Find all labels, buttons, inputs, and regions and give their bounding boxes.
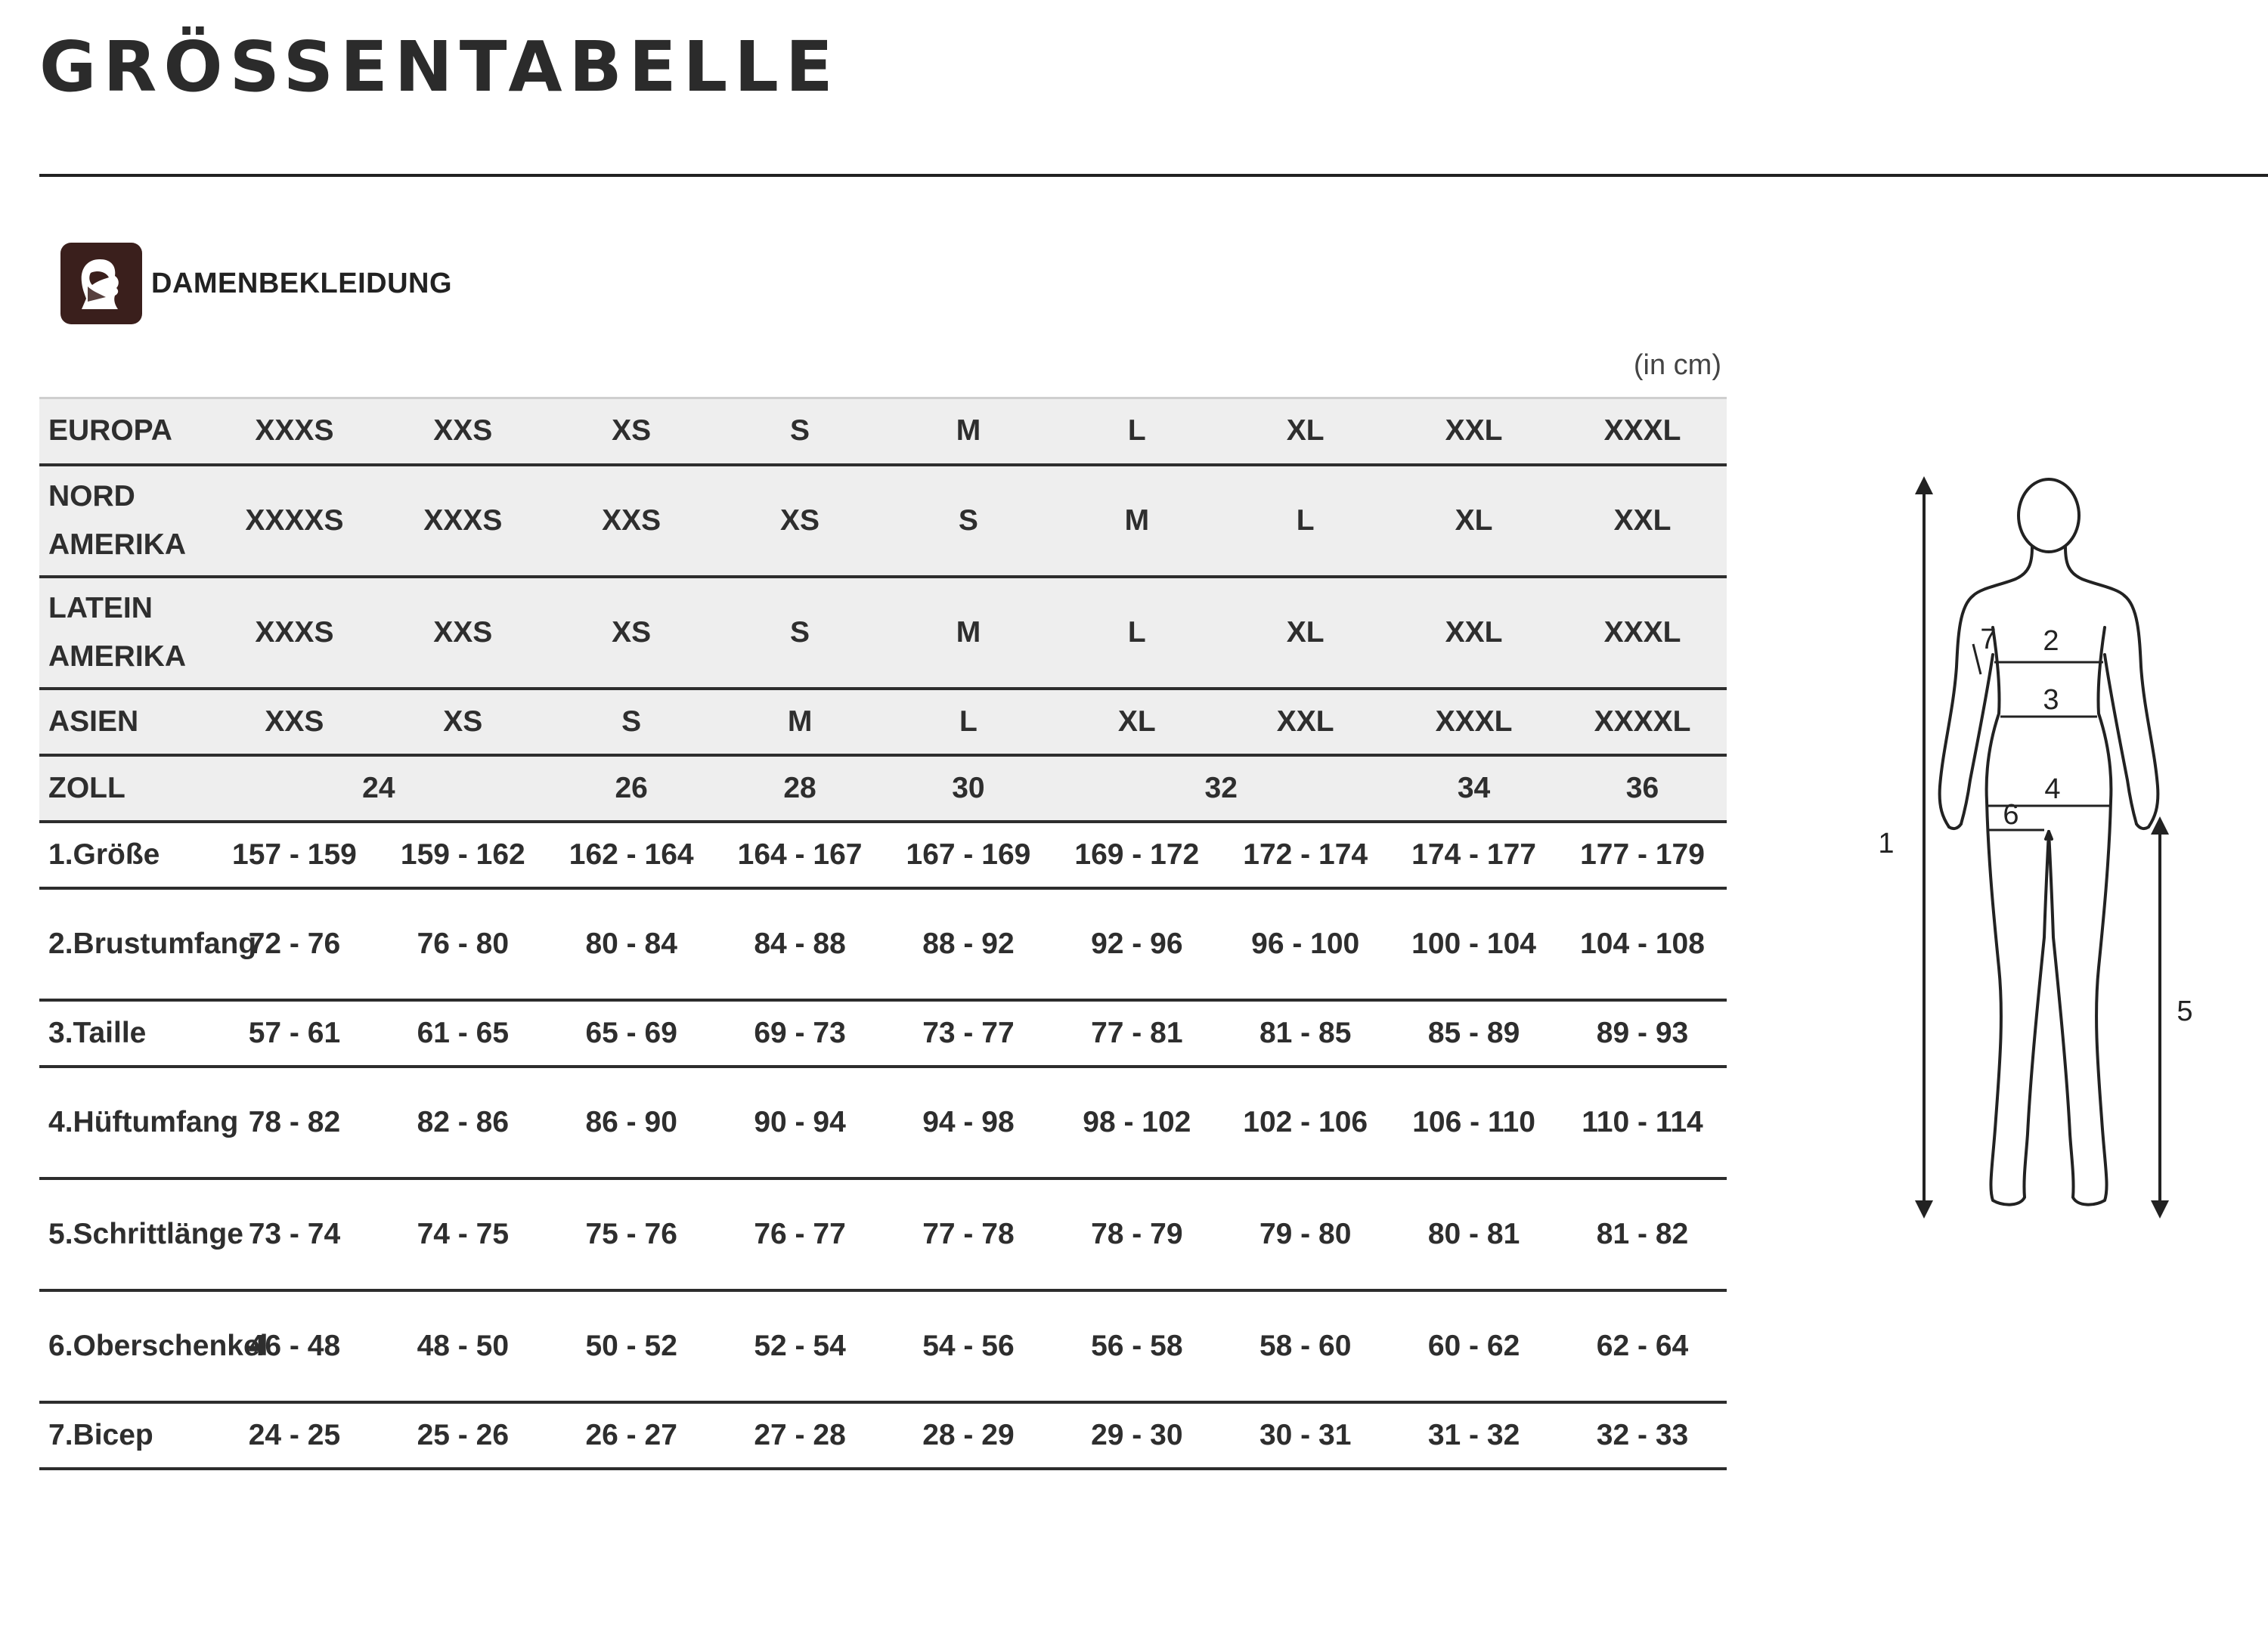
row-label: EUROPA	[39, 398, 210, 465]
table-cell: XXL	[1390, 577, 1558, 689]
table-cell: M	[716, 689, 885, 755]
table-cell: L	[1052, 398, 1221, 465]
table-cell: 162 - 164	[547, 822, 716, 888]
table-cell: XXXS	[210, 398, 379, 465]
table-cell: 81 - 82	[1558, 1178, 1727, 1290]
table-cell: 46 - 48	[210, 1290, 379, 1402]
table-cell: XL	[1221, 398, 1390, 465]
table-cell: S	[716, 398, 885, 465]
table-cell: XXXXL	[1558, 689, 1727, 755]
table-cell: 50 - 52	[547, 1290, 716, 1402]
table-cell: 80 - 81	[1390, 1178, 1558, 1290]
table-cell: 24	[210, 755, 547, 822]
row-label: 1.Größe	[39, 822, 210, 888]
table-cell: XXXL	[1558, 577, 1727, 689]
row-label: NORD AMERIKA	[39, 465, 210, 577]
table-cell: XL	[1390, 465, 1558, 577]
row-label: 3.Taille	[39, 1000, 210, 1067]
table-cell: 90 - 94	[716, 1067, 885, 1178]
table-cell: 77 - 78	[885, 1178, 1053, 1290]
table-cell: 169 - 172	[1052, 822, 1221, 888]
table-cell: 174 - 177	[1390, 822, 1558, 888]
table-cell: 74 - 75	[379, 1178, 547, 1290]
table-cell: 26 - 27	[547, 1402, 716, 1469]
table-cell: 65 - 69	[547, 1000, 716, 1067]
table-cell: 61 - 65	[379, 1000, 547, 1067]
table-cell: XXL	[1558, 465, 1727, 577]
table-cell: 30 - 31	[1221, 1402, 1390, 1469]
table-cell: 27 - 28	[716, 1402, 885, 1469]
table-cell: XXS	[379, 577, 547, 689]
table-row	[39, 1290, 1727, 1402]
table-cell: XXS	[210, 689, 379, 755]
label-hip: 4	[2044, 773, 2061, 805]
row-label: 7.Bicep	[39, 1402, 210, 1469]
table-cell: 96 - 100	[1221, 888, 1390, 1000]
table-cell: XXXL	[1558, 398, 1727, 465]
table-cell: M	[885, 577, 1053, 689]
table-cell: 48 - 50	[379, 1290, 547, 1402]
table-cell: 100 - 104	[1390, 888, 1558, 1000]
body-outline	[1940, 479, 2158, 1205]
title-divider	[39, 174, 2268, 177]
table-row	[39, 755, 1727, 822]
table-cell: L	[1052, 577, 1221, 689]
table-cell: M	[885, 398, 1053, 465]
table-cell: 26	[547, 755, 716, 822]
table-cell: 177 - 179	[1558, 822, 1727, 888]
table-row	[39, 689, 1727, 755]
table-row	[39, 1000, 1727, 1067]
table-cell: XL	[1052, 689, 1221, 755]
section-header	[60, 242, 452, 325]
table-row	[39, 888, 1727, 1000]
row-label: 6.Oberschenkel	[39, 1290, 210, 1402]
table-row	[39, 398, 1727, 465]
table-cell: 76 - 80	[379, 888, 547, 1000]
body-measurement-figure	[1860, 469, 2215, 1240]
table-cell: XL	[1221, 577, 1390, 689]
table-cell: XXL	[1390, 398, 1558, 465]
table-cell: 78 - 82	[210, 1067, 379, 1178]
table-cell: 172 - 174	[1221, 822, 1390, 888]
label-chest: 2	[2043, 625, 2059, 657]
table-cell: XXXS	[379, 465, 547, 577]
table-cell: 36	[1558, 755, 1727, 822]
table-cell: 76 - 77	[716, 1178, 885, 1290]
table-cell: 32 - 33	[1558, 1402, 1727, 1469]
table-cell: S	[547, 689, 716, 755]
label-thigh: 6	[2003, 799, 2019, 831]
table-cell: 92 - 96	[1052, 888, 1221, 1000]
table-cell: 69 - 73	[716, 1000, 885, 1067]
table-cell: 159 - 162	[379, 822, 547, 888]
table-cell: 106 - 110	[1390, 1067, 1558, 1178]
table-cell: 157 - 159	[210, 822, 379, 888]
row-label: 4.Hüftumfang	[39, 1067, 210, 1178]
table-cell: 24 - 25	[210, 1402, 379, 1469]
label-height: 1	[1878, 828, 1895, 859]
row-label: 5.Schrittlänge	[39, 1178, 210, 1290]
section-label: DAMENBEKLEIDUNG	[151, 267, 453, 299]
table-cell: 80 - 84	[547, 888, 716, 1000]
table-row	[39, 1067, 1727, 1178]
table-cell: 110 - 114	[1558, 1067, 1727, 1178]
table-cell: 102 - 106	[1221, 1067, 1390, 1178]
table-cell: 75 - 76	[547, 1178, 716, 1290]
table-cell: XXXL	[1390, 689, 1558, 755]
table-cell: 56 - 58	[1052, 1290, 1221, 1402]
table-cell: XXS	[547, 465, 716, 577]
table-cell: XS	[379, 689, 547, 755]
unit-note: (in cm)	[1633, 349, 1721, 381]
table-cell: M	[1052, 465, 1221, 577]
page-title: GRÖSSENTABELLE	[39, 26, 840, 107]
table-cell: 62 - 64	[1558, 1290, 1727, 1402]
table-cell: L	[1221, 465, 1390, 577]
table-cell: XXXXS	[210, 465, 379, 577]
table-cell: S	[885, 465, 1053, 577]
table-cell: 29 - 30	[1052, 1402, 1221, 1469]
row-label: ASIEN	[39, 689, 210, 755]
table-cell: 84 - 88	[716, 888, 885, 1000]
table-cell: S	[716, 577, 885, 689]
table-cell: 28 - 29	[885, 1402, 1053, 1469]
table-cell: 72 - 76	[210, 888, 379, 1000]
size-table	[39, 397, 1727, 1470]
table-cell: 54 - 56	[885, 1290, 1053, 1402]
label-waist: 3	[2043, 684, 2059, 716]
table-cell: 32	[1052, 755, 1390, 822]
table-cell: 85 - 89	[1390, 1000, 1558, 1067]
table-cell: XS	[547, 577, 716, 689]
table-cell: 73 - 74	[210, 1178, 379, 1290]
table-cell: 98 - 102	[1052, 1067, 1221, 1178]
table-cell: 60 - 62	[1390, 1290, 1558, 1402]
row-label: ZOLL	[39, 755, 210, 822]
table-cell: XXXS	[210, 577, 379, 689]
table-cell: 81 - 85	[1221, 1000, 1390, 1067]
table-cell: 57 - 61	[210, 1000, 379, 1067]
size-table-body	[39, 398, 1727, 1469]
table-cell: 25 - 26	[379, 1402, 547, 1469]
table-cell: XXL	[1221, 689, 1390, 755]
table-row	[39, 465, 1727, 577]
table-cell: 94 - 98	[885, 1067, 1053, 1178]
label-bicep: 7	[1980, 624, 1997, 655]
table-cell: XXS	[379, 398, 547, 465]
table-cell: XS	[716, 465, 885, 577]
table-cell: 78 - 79	[1052, 1178, 1221, 1290]
table-cell: 77 - 81	[1052, 1000, 1221, 1067]
table-cell: 86 - 90	[547, 1067, 716, 1178]
table-cell: 88 - 92	[885, 888, 1053, 1000]
table-cell: 58 - 60	[1221, 1290, 1390, 1402]
table-cell: 34	[1390, 755, 1558, 822]
table-cell: 104 - 108	[1558, 888, 1727, 1000]
row-label: 2.Brustumfang	[39, 888, 210, 1000]
woman-profile-icon	[60, 243, 142, 324]
table-row	[39, 1402, 1727, 1469]
table-cell: 164 - 167	[716, 822, 885, 888]
table-cell: 82 - 86	[379, 1067, 547, 1178]
table-row	[39, 1178, 1727, 1290]
table-cell: 52 - 54	[716, 1290, 885, 1402]
table-cell: L	[885, 689, 1053, 755]
table-cell: 30	[885, 755, 1053, 822]
table-cell: 73 - 77	[885, 1000, 1053, 1067]
label-inseam: 5	[2177, 996, 2193, 1027]
table-row	[39, 577, 1727, 689]
table-cell: 31 - 32	[1390, 1402, 1558, 1469]
row-label: LATEIN AMERIKA	[39, 577, 210, 689]
table-cell: 167 - 169	[885, 822, 1053, 888]
table-cell: 79 - 80	[1221, 1178, 1390, 1290]
body-figure-svg	[1860, 469, 2215, 1240]
table-cell: XS	[547, 398, 716, 465]
table-cell: 89 - 93	[1558, 1000, 1727, 1067]
table-row	[39, 822, 1727, 888]
table-cell: 28	[716, 755, 885, 822]
